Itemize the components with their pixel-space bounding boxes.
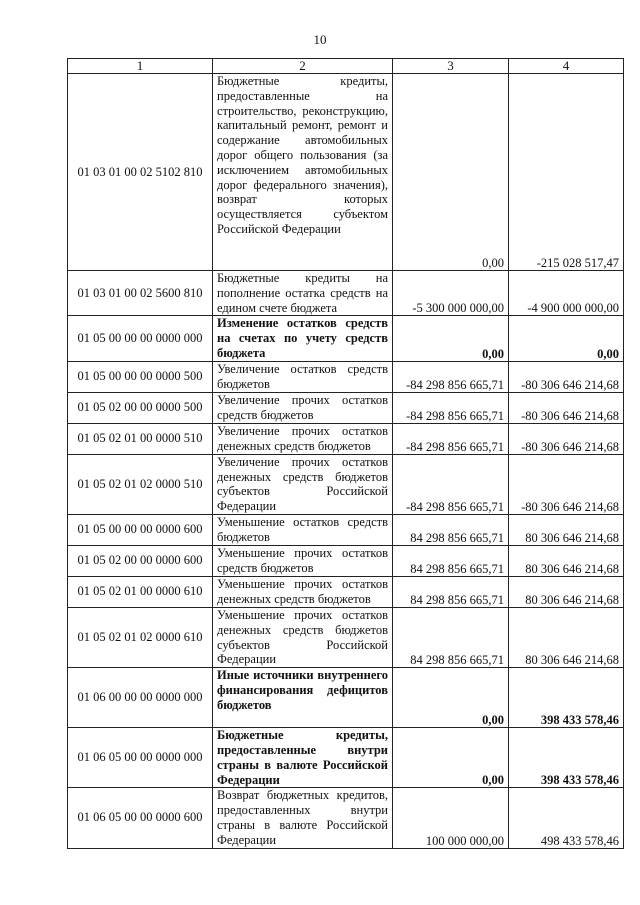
budget-code: 01 05 02 01 00 0000 510: [68, 423, 213, 454]
table-row: [68, 271, 624, 316]
value-col4: 398 433 578,46: [509, 668, 624, 728]
value-col4: -215 028 517,47: [509, 74, 624, 271]
value-col3: -5 300 000 000,00: [393, 271, 509, 316]
budget-code: 01 03 01 00 02 5600 810: [68, 271, 213, 316]
budget-code: 01 03 01 00 02 5102 810: [68, 74, 213, 271]
budget-code: 01 05 02 00 00 0000 500: [68, 392, 213, 423]
item-name: Бюджетные кредиты, предоставленные на строительство, реконструкцию, капитальный ремонт, ремонт и содержание автомобильных дорог общего пользования (за исключением автомобильных дорог федерального значения), возврат которых осуществляется субъектом Российской Федерации: [213, 74, 393, 271]
budget-code: 01 05 02 00 00 0000 600: [68, 545, 213, 576]
page-number: 10: [313, 32, 327, 47]
table-row: [68, 361, 624, 392]
item-name: Бюджетные кредиты, предоставленные внутри страны в валюте Российской Федерации: [213, 728, 393, 788]
table-row: [68, 514, 624, 545]
table-row: [68, 454, 624, 514]
value-col3: -84 298 856 665,71: [393, 392, 509, 423]
value-col3: 84 298 856 665,71: [393, 514, 509, 545]
item-name: Изменение остатков средств на счетах по учету средств бюджета: [213, 316, 393, 361]
value-col3: 0,00: [393, 316, 509, 361]
table-row: [68, 316, 624, 361]
value-col3: -84 298 856 665,71: [393, 361, 509, 392]
item-name: Увеличение остатков средств бюджетов: [213, 361, 393, 392]
table-row: [68, 788, 624, 848]
value-col4: -80 306 646 214,68: [509, 423, 624, 454]
table-row: [68, 576, 624, 607]
value-col3: -84 298 856 665,71: [393, 423, 509, 454]
value-col3: 0,00: [393, 74, 509, 271]
column-header-1: 1: [68, 59, 213, 74]
value-col3: -84 298 856 665,71: [393, 454, 509, 514]
value-col4: -80 306 646 214,68: [509, 454, 624, 514]
item-name: Уменьшение прочих остатков средств бюджетов: [213, 545, 393, 576]
item-name: Уменьшение прочих остатков денежных средств бюджетов: [213, 576, 393, 607]
budget-code: 01 05 02 01 00 0000 610: [68, 576, 213, 607]
value-col4: 80 306 646 214,68: [509, 576, 624, 607]
budget-code: 01 05 02 01 02 0000 610: [68, 607, 213, 667]
value-col3: 84 298 856 665,71: [393, 545, 509, 576]
item-name: Уменьшение остатков средств бюджетов: [213, 514, 393, 545]
budget-code: 01 06 00 00 00 0000 000: [68, 668, 213, 728]
budget-code: 01 05 00 00 00 0000 000: [68, 316, 213, 361]
value-col3: 0,00: [393, 668, 509, 728]
item-name: Бюджетные кредиты на пополнение остатка средств на едином счете бюджета: [213, 271, 393, 316]
value-col4: 80 306 646 214,68: [509, 607, 624, 667]
value-col4: 80 306 646 214,68: [509, 514, 624, 545]
budget-code: 01 05 00 00 00 0000 500: [68, 361, 213, 392]
table-header-row: [68, 59, 624, 74]
table-row: [68, 607, 624, 667]
item-name: Возврат бюджетных кредитов, предоставленных внутри страны в валюте Российской Федерации: [213, 788, 393, 848]
table-row: [68, 74, 624, 271]
value-col4: -80 306 646 214,68: [509, 361, 624, 392]
table-row: [68, 668, 624, 728]
table-row: [68, 392, 624, 423]
item-name: Иные источники внутреннего финансирования дефицитов бюджетов: [213, 668, 393, 728]
budget-code: 01 06 05 00 00 0000 000: [68, 728, 213, 788]
table-row: [68, 423, 624, 454]
budget-code: 01 05 00 00 00 0000 600: [68, 514, 213, 545]
value-col4: -80 306 646 214,68: [509, 392, 624, 423]
value-col4: 0,00: [509, 316, 624, 361]
column-header-3: 3: [393, 59, 509, 74]
value-col3: 0,00: [393, 728, 509, 788]
budget-code: 01 05 02 01 02 0000 510: [68, 454, 213, 514]
column-header-2: 2: [213, 59, 393, 74]
value-col4: 498 433 578,46: [509, 788, 624, 848]
value-col3: 84 298 856 665,71: [393, 607, 509, 667]
budget-sources-table: [67, 58, 624, 849]
value-col4: 398 433 578,46: [509, 728, 624, 788]
value-col3: 84 298 856 665,71: [393, 576, 509, 607]
item-name: Увеличение прочих остатков денежных средств бюджетов: [213, 423, 393, 454]
value-col4: 80 306 646 214,68: [509, 545, 624, 576]
table-row: [68, 728, 624, 788]
item-name: Увеличение прочих остатков денежных средств бюджетов субъектов Российской Федерации: [213, 454, 393, 514]
item-name: Уменьшение прочих остатков денежных средств бюджетов субъектов Российской Федерации: [213, 607, 393, 667]
table-row: [68, 545, 624, 576]
column-header-4: 4: [509, 59, 624, 74]
budget-code: 01 06 05 00 00 0000 600: [68, 788, 213, 848]
value-col4: -4 900 000 000,00: [509, 271, 624, 316]
item-name: Увеличение прочих остатков средств бюджетов: [213, 392, 393, 423]
value-col3: 100 000 000,00: [393, 788, 509, 848]
